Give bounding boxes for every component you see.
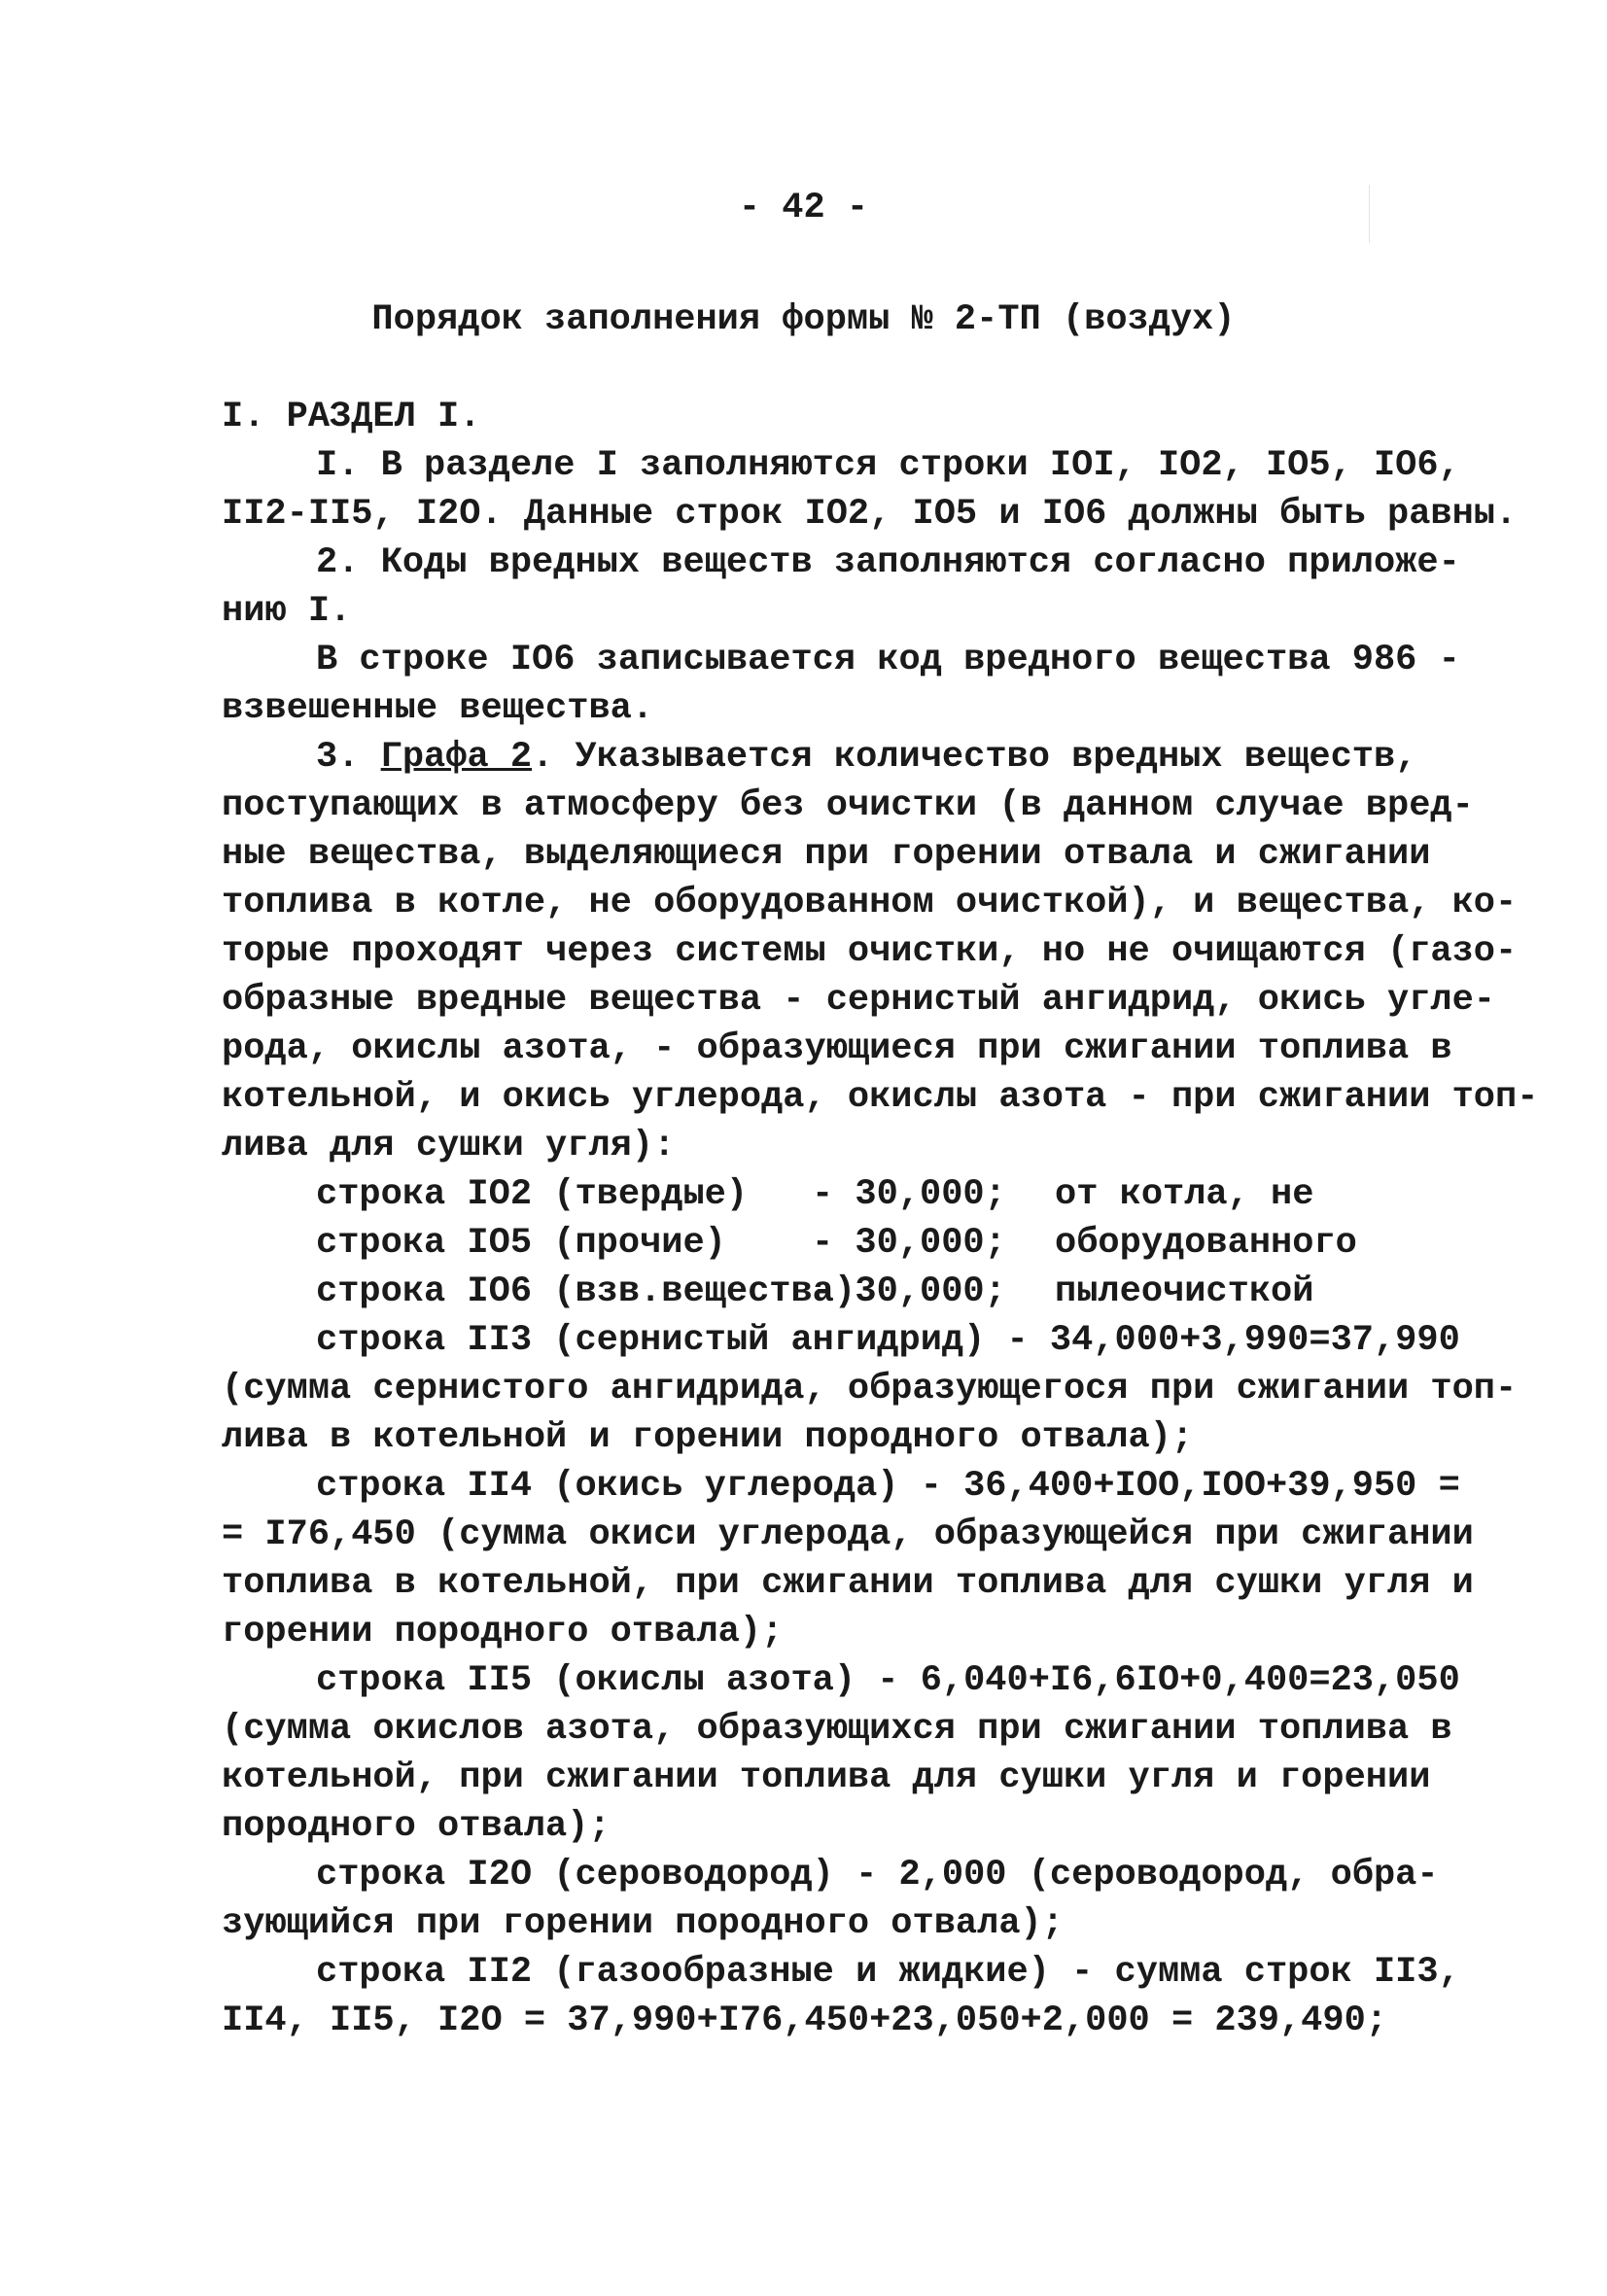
paragraph-line: взвешенные вещества. <box>222 688 654 729</box>
row-note: оборудованного <box>1055 1223 1357 1264</box>
underlined-term: Графа 2 <box>380 737 533 778</box>
page-number: - 42 - <box>738 188 869 228</box>
paragraph-line: I. В разделе I заполняются строки IOI, IO2, IO5, IO6, <box>316 445 1460 486</box>
paragraph-line: горении породного отвала); <box>222 1612 784 1652</box>
row-value: - 30,000; <box>812 1271 1006 1312</box>
section-heading: I. РАЗДЕЛ I. <box>222 397 481 437</box>
paragraph-line: II4, II5, I2O = 37,990+I76,450+23,050+2,000 = 239,490; <box>222 2000 1387 2041</box>
paragraph-line: зующийся при горении породного отвала); <box>222 1903 1064 1944</box>
row-value: - 30,000; <box>812 1223 1006 1264</box>
paragraph-line: поступающих в атмосферу без очистки (в данном случае вред- <box>222 785 1474 826</box>
paragraph-line: строка II5 (окислы азота) - 6,040+I6,6IO+0,400=23,050 <box>316 1660 1460 1701</box>
paragraph-line: ные вещества, выделяющиеся при горении отвала и сжигании <box>222 834 1431 875</box>
paragraph-line: II2-II5, I2O. Данные строк IO2, IO5 и IO6 должны быть равны. <box>222 494 1518 535</box>
row-value: - 30,000; <box>812 1174 1006 1215</box>
item-number: 3. <box>316 737 381 778</box>
sentence-rest: . Указывается количество вредных веществ, <box>532 737 1417 778</box>
paragraph-line: породного отвала); <box>222 1806 611 1847</box>
paragraph-line: (сумма сернистого ангидрида, образующегося при сжигании топ- <box>222 1369 1518 1409</box>
row-note: от котла, не <box>1055 1174 1314 1215</box>
row-note: пылеочисткой <box>1055 1271 1314 1312</box>
document-title: Порядок заполнения формы № 2-ТП (воздух) <box>371 299 1236 340</box>
paragraph-line: образные вредные вещества - сернистый ангидрид, окись угле- <box>222 980 1496 1021</box>
paragraph-line: топлива в котле, не оборудованном очисткой), и вещества, ко- <box>222 883 1518 923</box>
paragraph-line: В строке IO6 записывается код вредного вещества 986 - <box>316 640 1460 680</box>
paragraph-line: котельной, при сжигании топлива для сушки угля и горении <box>222 1757 1431 1798</box>
paragraph-line: (сумма окислов азота, образующихся при сжигании топлива в <box>222 1709 1452 1750</box>
row-label: строка IO2 (твердые) <box>316 1174 749 1215</box>
paragraph-line: топлива в котельной, при сжигании топлива для сушки угля и <box>222 1563 1474 1604</box>
paragraph-line: лива в котельной и горении породного отвала); <box>222 1417 1194 1458</box>
row-label: строка IO5 (прочие) <box>316 1223 726 1264</box>
row-label: строка IO6 (взв.вещества) <box>316 1271 856 1312</box>
paragraph-line: строка I2O (сероводород) - 2,000 (сероводород, обра- <box>316 1855 1439 1896</box>
paragraph-line: лива для сушки угля): <box>222 1126 676 1166</box>
paragraph-line: 2. Коды вредных веществ заполняются согласно приложе- <box>316 542 1460 583</box>
paragraph-line: = I76,450 (сумма окиси углерода, образующейся при сжигании <box>222 1514 1474 1555</box>
paragraph-line <box>316 734 1416 782</box>
paragraph-line: рода, окислы азота, - образующиеся при сжигании топлива в <box>222 1028 1452 1069</box>
paragraph-line: строка II3 (сернистый ангидрид) - 34,000+3,990=37,990 <box>316 1320 1460 1361</box>
paragraph-line: строка II4 (окись углерода) - 36,400+IOO,IOO+39,950 = <box>316 1466 1460 1507</box>
paragraph-line: торые проходят через системы очистки, но не очищаются (газо- <box>222 931 1518 972</box>
paragraph-line: строка II2 (газообразные и жидкие) - сумма строк II3, <box>316 1952 1460 1993</box>
paragraph-line: котельной, и окись углерода, окислы азота - при сжигании топ- <box>222 1077 1539 1118</box>
paragraph-line: нию I. <box>222 591 352 632</box>
